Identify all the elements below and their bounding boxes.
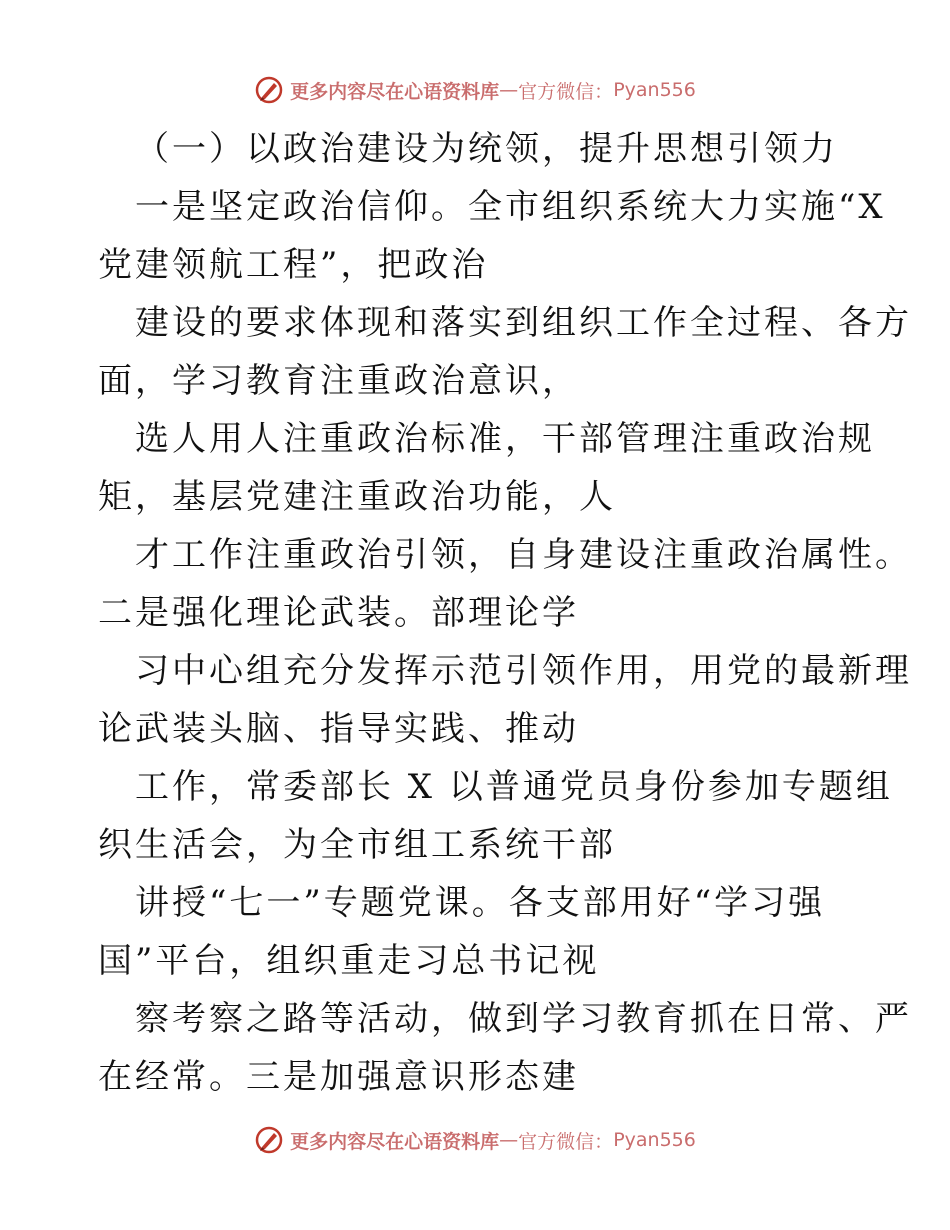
text-line: 织生活会，为全市组工系统干部 — [98, 825, 616, 865]
text-line: 论武装头脑、指导实践、推动 — [98, 709, 579, 749]
banner-contact-label: 官方微信： — [518, 1130, 614, 1153]
section-heading: （一）以政治建设为统领，提升思想引领力 — [135, 129, 838, 169]
text-line: 才工作注重政治引领，自身建设注重政治属性。 — [135, 535, 912, 575]
text-line: 二是强化理论武装。部理论学 — [98, 593, 579, 633]
text-line: 一是坚定政治信仰。全市组织系统大力实施“X — [135, 187, 886, 227]
pen-logo-icon — [254, 1125, 284, 1155]
text-line: 建设的要求体现和落实到组织工作全过程、各方 — [135, 303, 912, 343]
banner-title: 更多内容尽在心语资料库 — [290, 80, 500, 103]
text-line: 察考察之路等活动，做到学习教育抓在日常、严 — [135, 999, 912, 1039]
text-line: 矩，基层党建注重政治功能，人 — [98, 477, 616, 517]
banner-contact-id: Pyan556 — [613, 1129, 696, 1151]
banner-contact-label: 官方微信： — [518, 80, 614, 103]
footer-banner — [0, 1122, 950, 1158]
text-line: 工作，常委部长 X 以普通党员身份参加专题组 — [135, 767, 893, 807]
text-line: 选人用人注重政治标准，干部管理注重政治规 — [135, 419, 875, 459]
text-line: 在经常。三是加强意识形态建 — [98, 1057, 579, 1097]
banner-separator: — — [499, 79, 519, 101]
header-banner — [0, 72, 950, 108]
banner-separator: — — [499, 1129, 519, 1151]
banner-title: 更多内容尽在心语资料库 — [290, 1130, 500, 1153]
banner-contact-id: Pyan556 — [613, 79, 696, 101]
text-line: 国”平台，组织重走习总书记视 — [98, 941, 600, 981]
pen-logo-icon — [254, 75, 284, 105]
text-line: 党建领航工程”，把政治 — [98, 245, 489, 285]
text-line: 习中心组充分发挥示范引领作用，用党的最新理 — [135, 651, 912, 691]
text-line: 面，学习教育注重政治意识， — [98, 361, 579, 401]
text-line: 讲授“七一”专题党课。各支部用好“学习强 — [135, 883, 826, 923]
